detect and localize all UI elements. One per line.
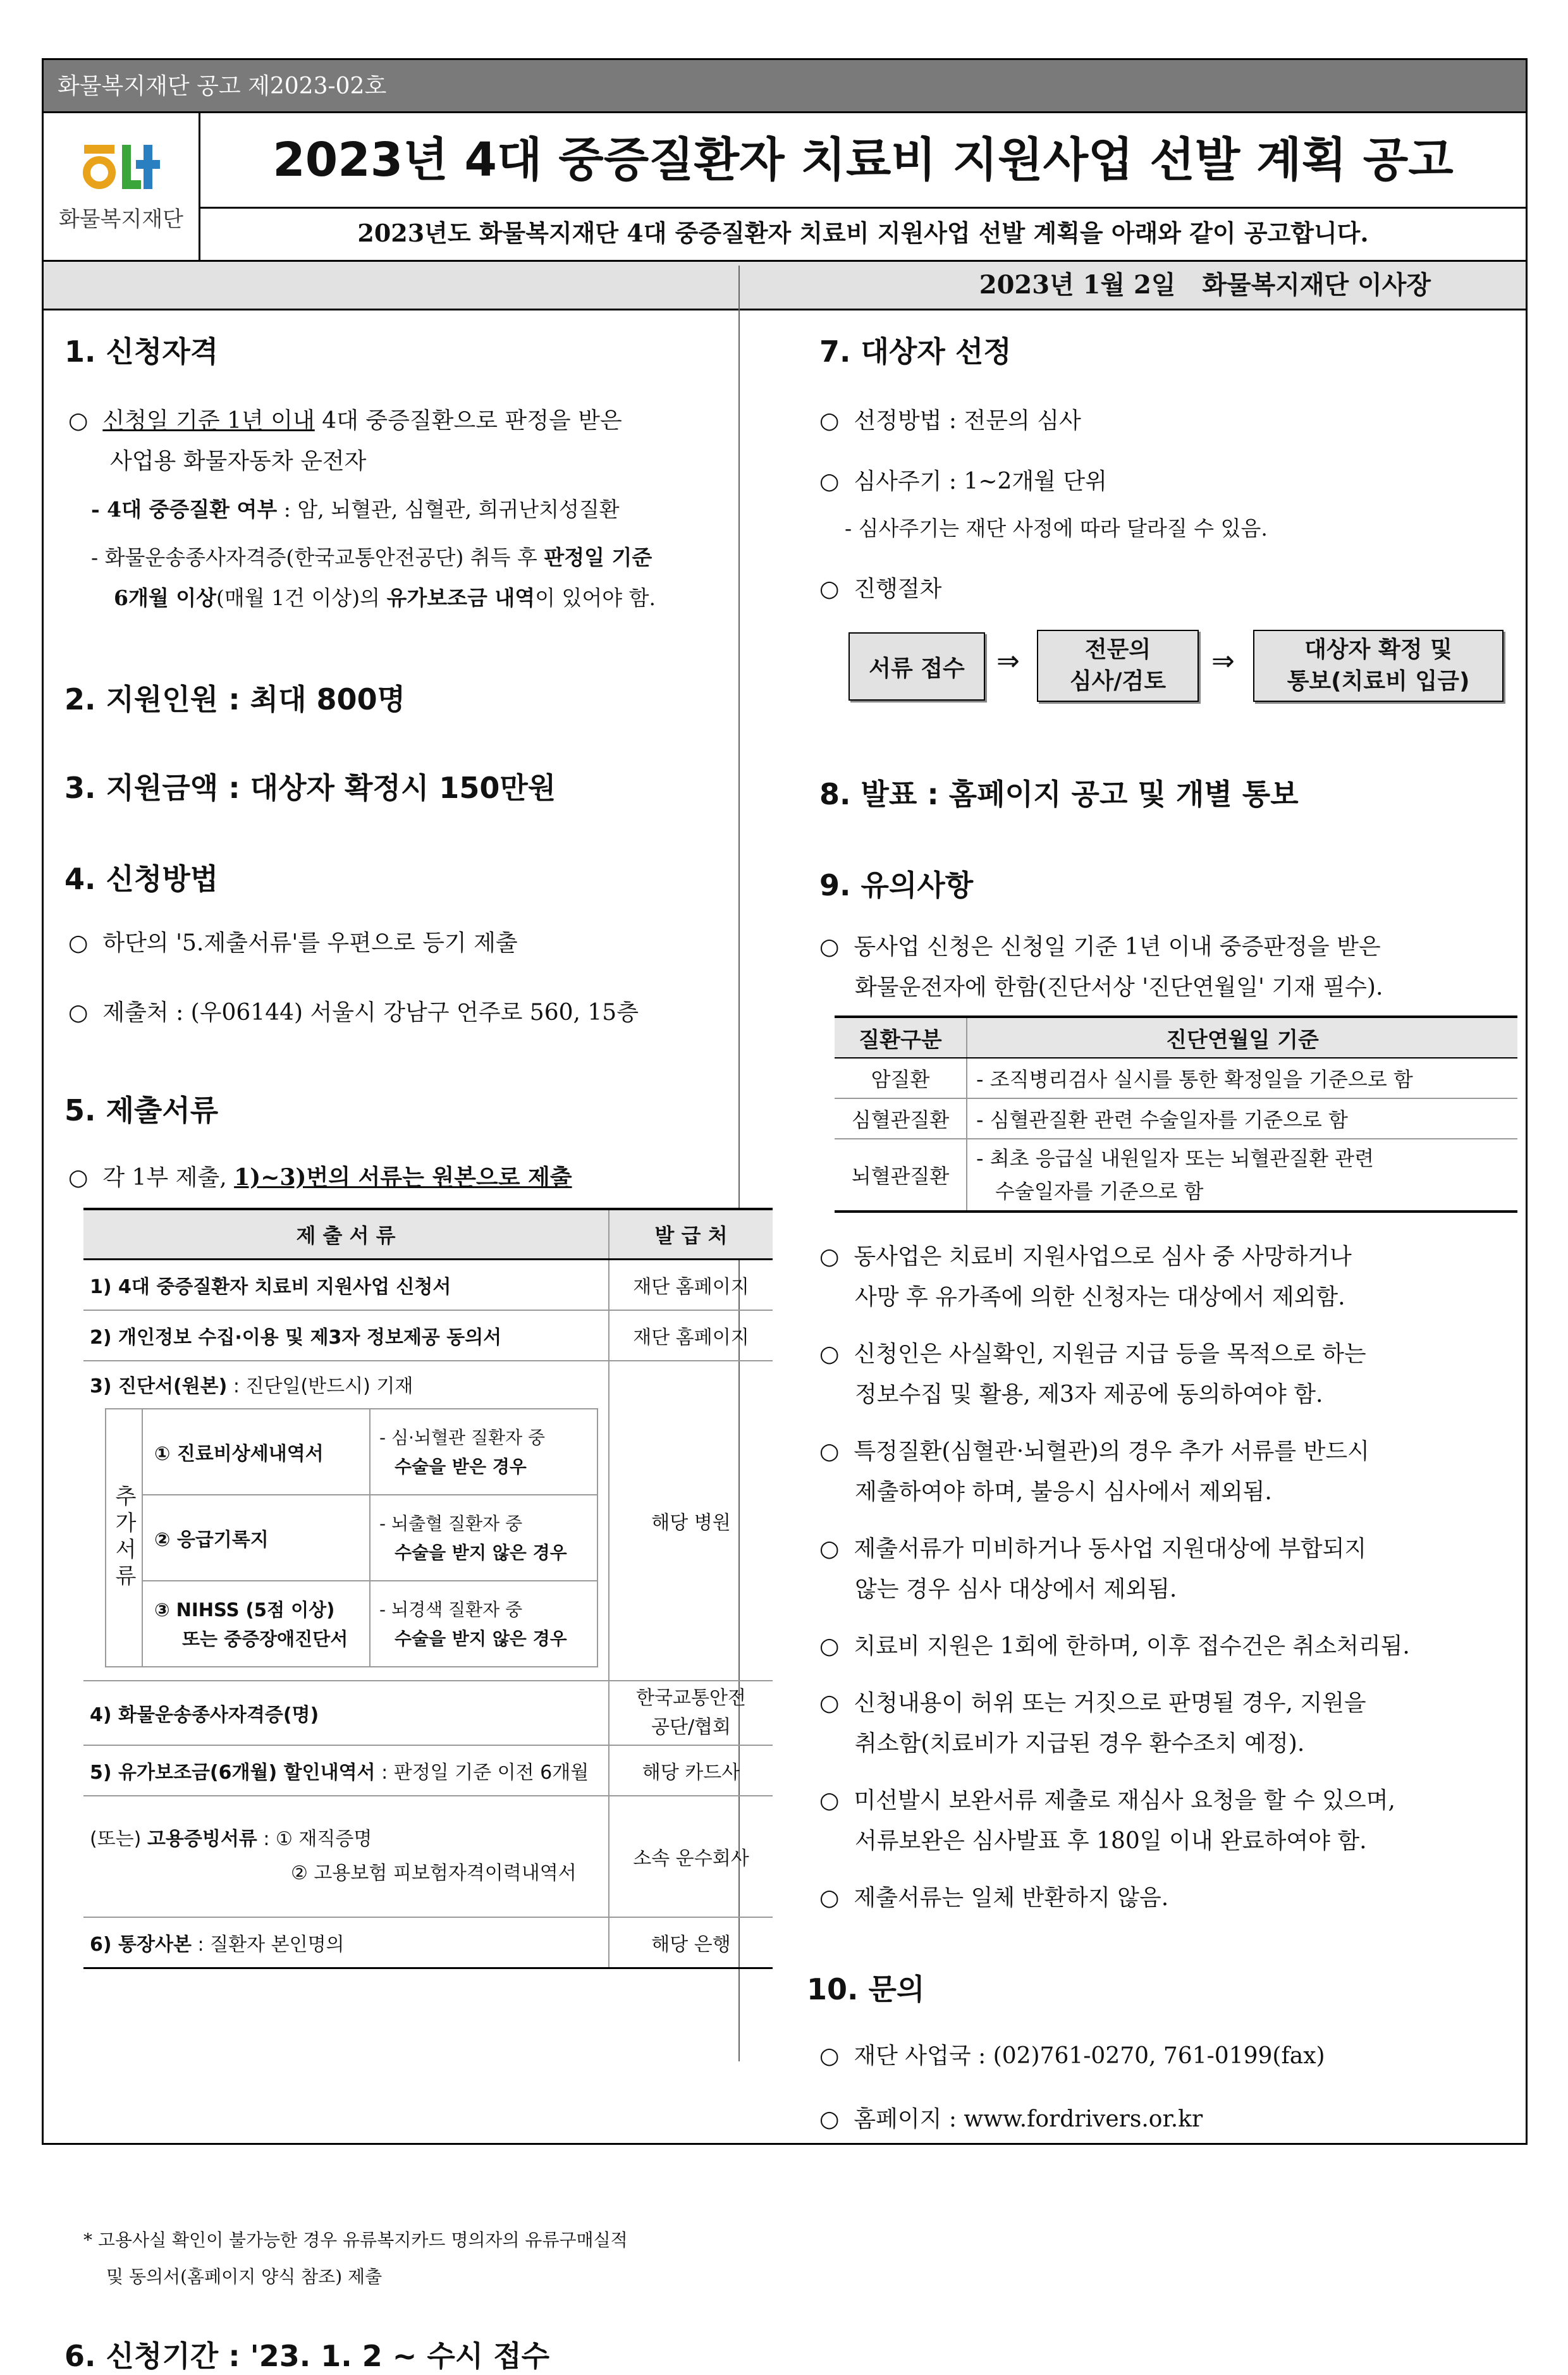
table-row: 심혈관질환 - 심혈관질환 관련 수술일자를 기준으로 함 (835, 1098, 1517, 1139)
page-subtitle: 2023년도 화물복지재단 4대 중증질환자 치료비 지원사업 선발 계획을 아래와 같이 공고합니다. (357, 219, 1369, 247)
page-title: 2023년 4대 중증질환자 치료비 지원사업 선발 계획 공고 (200, 113, 1526, 209)
section-1-title: 1. 신청자격 (64, 334, 219, 369)
flow-step-3: 대상자 확정 및 통보(치료비 입금) (1253, 630, 1504, 702)
s1-bullet-1: ○ 신청일 기준 1년 이내 4대 중증질환으로 판정을 받은 (68, 408, 622, 434)
s9-note-1: ○ 동사업은 치료비 지원사업으로 심사 중 사망하거나 (819, 1244, 1352, 1270)
table-row: (또는) 고용증빙서류 : ① 재직증명 ② 고용보험 피보험자격이력내역서 소속 운수회사 (83, 1796, 773, 1917)
section-9-title: 9. 유의사항 (819, 868, 974, 902)
s9-bullet-1-cont: 화물운전자에 한함(진단서상 '진단연월일' 기재 필수). (855, 974, 1383, 1000)
flow-step-2: 전문의 심사/검토 (1037, 630, 1199, 702)
section-7-title: 7. 대상자 선정 (819, 334, 1012, 369)
s5-bullet-1: ○ 각 1부 제출, 1)~3)번의 서류는 원본으로 제출 (68, 1164, 572, 1191)
s7-bullet-1: ○ 선정방법 : 전문의 심사 (819, 408, 1081, 434)
doc-header-issuer: 발 급 처 (609, 1209, 773, 1260)
s9-note-2: ○ 신청인은 사실확인, 지원금 지급 등을 목적으로 하는 (819, 1341, 1366, 1367)
documents-table (83, 1208, 773, 1969)
table-row: 4) 화물운송종사자격증(명) 한국교통안전 공단/협회 (83, 1681, 773, 1745)
s10-homepage[interactable]: ○ 홈페이지 : www.fordrivers.or.kr (819, 2106, 1203, 2132)
date-issuer (44, 260, 1526, 310)
table-row: 암질환 - 조직병리검사 실시를 통한 확정일을 기준으로 함 (835, 1058, 1517, 1098)
s10-phone: ○ 재단 사업국 : (02)761-0270, 761-0199(fax) (819, 2043, 1325, 2069)
s1-bullet-1-cont: 사업용 화물자동차 운전자 (110, 448, 367, 474)
issuer: 화물복지재단 이사장 (1202, 270, 1431, 300)
s9-note-5: ○ 치료비 지원은 1회에 한하며, 이후 접수건은 취소처리됨. (819, 1633, 1410, 1659)
s9-note-1-cont: 사망 후 유가족에 의한 신청자는 대상에서 제외함. (855, 1284, 1345, 1310)
s9-note-6-cont: 취소함(치료비가 지급된 경우 환수조치 예정). (855, 1731, 1305, 1757)
s9-bullet-1: ○ 동사업 신청은 신청일 기준 1년 이내 중증판정을 받은 (819, 934, 1381, 960)
section-10-title: 10. 문의 (807, 1972, 925, 2006)
s1-detail-1: - 4대 중증질환 여부 : 암, 뇌혈관, 심혈관, 희귀난치성질환 (91, 497, 620, 522)
table-row: 6) 통장사본 : 질환자 본인명의 해당 은행 (83, 1917, 773, 1968)
flow-step-1: 서류 접수 (848, 632, 985, 701)
diagnosis-table: 질환구분 진단연월일 기준 암질환 - 조직병리검사 실시를 통한 확정일을 기준으로 함 심혈관질환 - 심혈관질환 관련 수술일자를 기준으로 함 뇌혈관질환 - 최초 응급실 내원일자 또는 뇌혈관질환 관련 수술일자를 기준으로 함 (835, 1016, 1517, 1213)
org-name: 화물복지재단 (58, 207, 184, 232)
s9-note-3-cont: 제출하여야 하며, 불응시 심사에서 제외됨. (855, 1479, 1272, 1505)
s9-note-7: ○ 미선발시 보완서류 제출로 재심사 요청을 할 수 있으며, (819, 1788, 1395, 1813)
org-logo (44, 113, 200, 260)
s4-bullet-1: ○ 하단의 '5.제출서류'를 우편으로 등기 제출 (68, 930, 518, 956)
s9-note-4-cont: 않는 경우 심사 대상에서 제외됨. (855, 1576, 1177, 1602)
s7-bullet-2: ○ 심사주기 : 1~2개월 단위 (819, 469, 1107, 494)
additional-docs-label: 추가서류 (106, 1409, 143, 1666)
s4-bullet-2: ○ 제출처 : (우06144) 서울시 강남구 언주로 560, 15층 (68, 1000, 639, 1026)
s5-footnote: * 고용사실 확인이 불가능한 경우 유류복지카드 명의자의 유류구매실적 및 동의서(홈페이지 양식 참조) 제출 (83, 2230, 628, 2287)
s7-detail-1: - 심사주기는 재단 사정에 따라 달라질 수 있음. (845, 516, 1268, 541)
notice-number: 화물복지재단 공고 제2023-02호 (44, 60, 1526, 113)
table-row: 5) 유가보조금(6개월) 할인내역서 : 판정일 기준 이전 6개월 해당 카드사 (83, 1745, 773, 1796)
logo-mark-icon (80, 141, 164, 192)
s9-note-6: ○ 신청내용이 허위 또는 거짓으로 판명될 경우, 지원을 (819, 1690, 1366, 1716)
section-6-title: 6. 신청기간 : '23. 1. 2 ~ 수시 접수 (64, 2339, 550, 2373)
flow-arrow-2: ⇒ (1211, 645, 1235, 677)
s9-note-2-cont: 정보수집 및 활용, 제3자 제공에 동의하여야 함. (855, 1382, 1323, 1408)
flow-arrow-1: ⇒ (996, 645, 1020, 677)
table-row: 뇌혈관질환 - 최초 응급실 내원일자 또는 뇌혈관질환 관련 수술일자를 기준으로 함 (835, 1139, 1517, 1212)
section-4-title: 4. 신청방법 (64, 862, 219, 896)
s9-note-4: ○ 제출서류가 미비하거나 동사업 지원대상에 부합되지 (819, 1536, 1367, 1562)
s9-note-7-cont: 서류보완은 심사발표 후 180일 이내 완료하여야 함. (855, 1828, 1367, 1854)
doc-header-docs: 제 출 서 류 (83, 1209, 609, 1260)
section-3-title: 3. 지원금액 : 대상자 확정시 150만원 (64, 771, 556, 805)
section-2-title: 2. 지원인원 : 최대 800명 (64, 682, 406, 716)
s1-detail-2: - 화물운송종사자격증(한국교통안전공단) 취득 후 판정일 기준 (91, 545, 652, 570)
issue-date: 2023년 1월 2일 (979, 270, 1176, 300)
s9-note-8: ○ 제출서류는 일체 반환하지 않음. (819, 1885, 1169, 1911)
s1-detail-2-cont: 6개월 이상(매월 1건 이상)의 유가보조금 내역이 있어야 함. (114, 586, 656, 610)
table-row: 2) 개인정보 수집·이용 및 제3자 정보제공 동의서 재단 홈페이지 (83, 1310, 773, 1361)
table-row: 1) 4대 중증질환자 치료비 지원사업 신청서 재단 홈페이지 (83, 1260, 773, 1311)
s9-note-3: ○ 특정질환(심혈관·뇌혈관)의 경우 추가 서류를 반드시 (819, 1439, 1369, 1464)
section-5-title: 5. 제출서류 (64, 1093, 219, 1127)
table-row: 3) 진단서(원본) : 진단일(반드시) 기재 추가서류 ① 진료비상세내역서 - 심·뇌혈관 질환자 중 수술을 받은 경우 ② 응급기록지 - 뇌출혈 질환자 중 수술을 받지 않은 경우 ③ NIHSS (5점 이상) 또는 중증장애진단서 - 뇌경색 질환자 중 수술을 받지 않은 경우 해당 병원 (83, 1361, 773, 1681)
section-8-title: 8. 발표 : 홈페이지 공고 및 개별 통보 (819, 777, 1299, 811)
s7-bullet-3: ○ 진행절차 (819, 576, 942, 602)
